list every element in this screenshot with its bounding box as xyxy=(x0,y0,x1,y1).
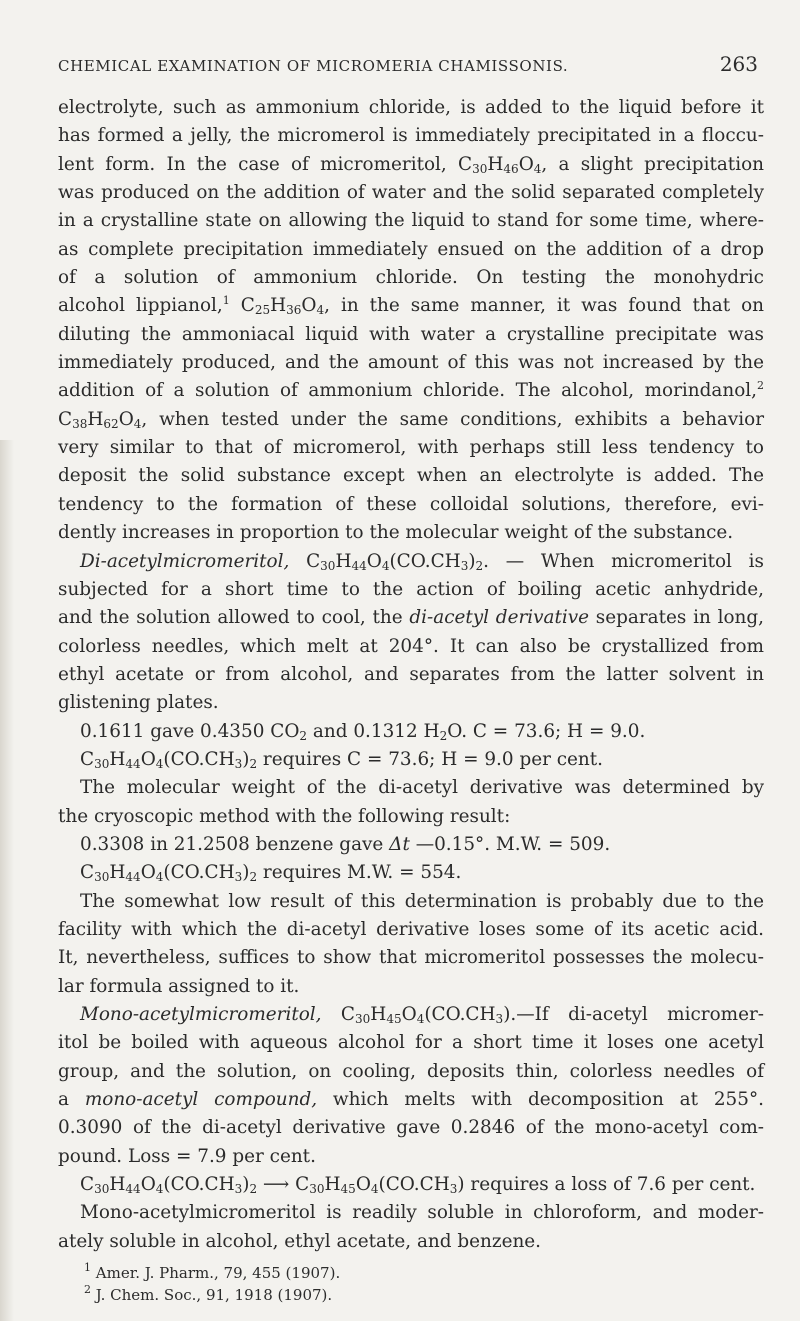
text-line: dently increases in proportion to the molecular weight of the substance. xyxy=(58,522,734,544)
page-number: 263 xyxy=(719,52,758,76)
text-line: facility with which the di-acetyl derivative loses some of its acetic acid. xyxy=(58,918,764,940)
text-line: tendency to the formation of these colloidal solutions, therefore, evi- xyxy=(58,493,764,515)
text-line: lent form. In the case of micromeritol, $C_{30}H_{46}O_4$, a slight precipitation xyxy=(58,153,764,176)
text-line: subjected for a short time to the action of boiling acetic anhydride, xyxy=(58,578,764,600)
running-title: CHEMICAL EXAMINATION OF MICROMERIA CHAMISSONIS. xyxy=(58,57,569,75)
text-line: immediately produced, and the amount of this was not increased by the xyxy=(58,352,764,374)
text-line: the cryoscopic method with the following result: xyxy=(58,805,511,827)
text-line: pound. Loss = 7.9 per cent. xyxy=(58,1145,316,1167)
text-line: addition of a solution of ammonium chloride. The alcohol, morindanol,$^2$ xyxy=(58,379,764,402)
section-heading-diacetyl: Di-acetylmicromeritol, $C_{30}H_{44}O_4(CO.CH_3)_2$. — When micromeritol is xyxy=(80,550,764,573)
footnote-ref: 2 xyxy=(757,379,764,393)
footnote-1: $^1$ Amer. J. Pharm., 79, 455 (1907). xyxy=(84,1261,341,1283)
text-line: The somewhat low result of this determination is probably due to the xyxy=(80,890,764,912)
footnotes xyxy=(58,1262,764,1306)
analysis-line: $C_{30}H_{44}O_4(CO.CH_3)_2$ requires C = 73.6; H = 9.0 per cent. xyxy=(80,748,604,771)
analysis-line: $C_{30}H_{44}O_4(CO.CH_3)_2$ requires M.W. = 554. xyxy=(80,862,462,885)
text-line: It, nevertheless, suffices to show that micromeritol possesses the molecu- xyxy=(58,947,764,969)
footnote-2: $^2$ J. Chem. Soc., 91, 1918 (1907). xyxy=(84,1283,333,1305)
text-line: and the solution allowed to cool, the di-acetyl derivative separates in long, xyxy=(58,607,764,629)
text-line: was produced on the addition of water and the solid separated completely xyxy=(58,182,764,204)
text-line: The molecular weight of the di-acetyl derivative was determined by xyxy=(80,777,764,799)
text-line: itol be boiled with aqueous alcohol for a short time it loses one acetyl xyxy=(58,1032,764,1054)
reaction-line: $C_{30}H_{44}O_4(CO.CH_3)_2$ ⟶ $C_{30}H_{45}O_4(CO.CH_3)$ requires a loss of 7.6 per cent. xyxy=(80,1174,756,1197)
text-line: electrolyte, such as ammonium chloride, is added to the liquid before it xyxy=(58,97,764,118)
text-line: glistening plates. xyxy=(58,692,219,714)
text-line: ethyl acetate or from alcohol, and separates from the latter solvent in xyxy=(58,663,764,685)
text-line: group, and the solution, on cooling, deposits thin, colorless needles of xyxy=(58,1060,764,1082)
text-line: $C_{38}H_{62}O_4$, when tested under the same conditions, exhibits a behavior xyxy=(58,408,764,431)
text-line: colorless needles, which melt at 204°. It can also be crystallized from xyxy=(58,635,764,657)
analysis-line: 0.3308 in 21.2508 benzene gave Δt —0.15°. M.W. = 509. xyxy=(80,833,611,855)
text-line: deposit the solid substance except when an electrolyte is added. The xyxy=(58,465,764,487)
text-line: lar formula assigned to it. xyxy=(58,975,300,997)
text-line: in a crystalline state on allowing the liquid to stand for some time, where- xyxy=(58,210,764,232)
page-edge-shadow xyxy=(0,440,14,1321)
text-line: 0.3090 of the di-acetyl derivative gave 0.2846 of the mono-acetyl com- xyxy=(58,1117,764,1139)
body-text xyxy=(58,94,764,1306)
text-line: diluting the ammoniacal liquid with water a crystalline precipitate was xyxy=(58,323,764,345)
analysis-line: 0.1611 gave 0.4350 $CO_2$ and 0.1312 $H_2O$. C = 73.6; H = 9.0. xyxy=(80,720,646,743)
text-line: has formed a jelly, the micromerol is immediately precipitated in a floccu- xyxy=(58,125,764,147)
text-line: Mono-acetylmicromeritol is readily soluble in chloroform, and moder- xyxy=(80,1202,764,1224)
text-line: a mono-acetyl compound, which melts with decomposition at 255°. xyxy=(58,1089,764,1111)
running-header xyxy=(58,52,758,76)
section-heading-monoacetyl: Mono-acetylmicromeritol, $C_{30}H_{45}O_4(CO.CH_3).—If$ di-acetyl micromer- xyxy=(80,1004,764,1026)
text-line: ately soluble in alcohol, ethyl acetate, and benzene. xyxy=(58,1230,542,1252)
footnote-ref: 1 xyxy=(222,294,230,308)
text-line: very similar to that of micromerol, with perhaps still less tendency to xyxy=(58,437,764,459)
text-line: alcohol lippianol,$^1$ $C_{25}H_{36}O_4$, in the same manner, it was found that on xyxy=(58,294,764,318)
text-line: as complete precipitation immediately ensued on the addition of a drop xyxy=(58,238,764,260)
text-line: of a solution of ammonium chloride. On testing the monohydric xyxy=(58,267,764,289)
